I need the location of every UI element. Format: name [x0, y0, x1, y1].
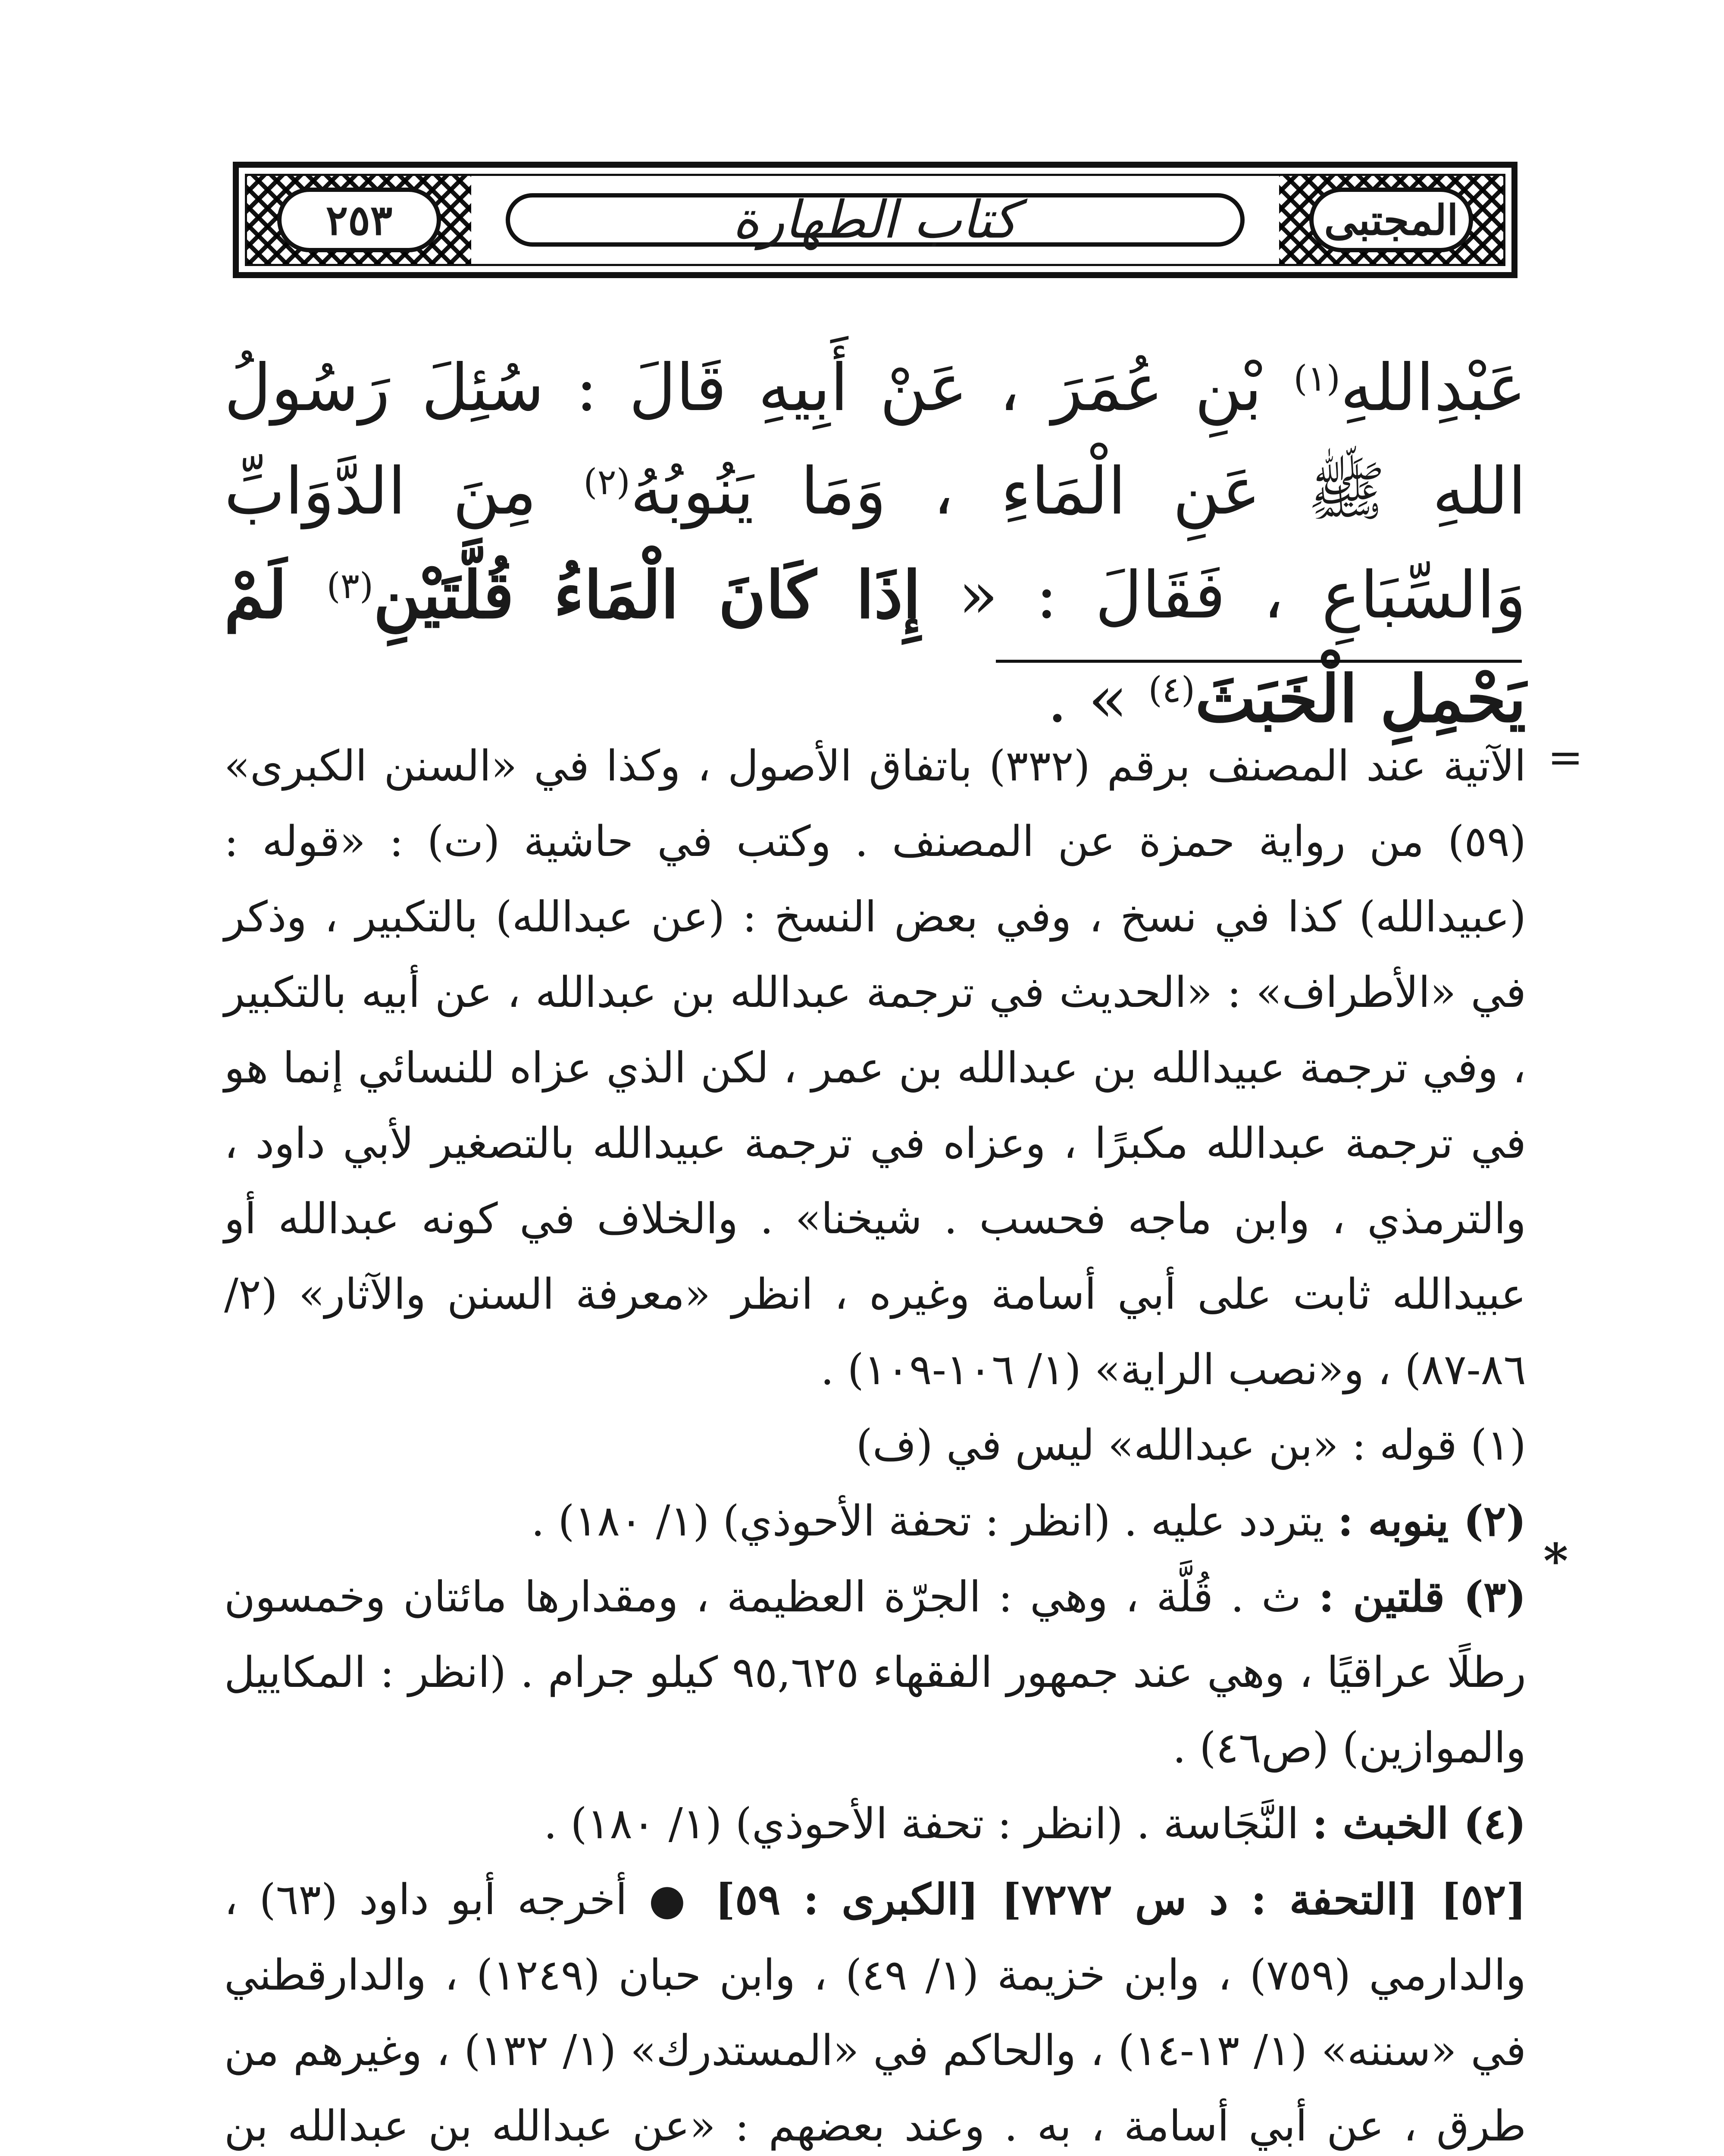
footnote-3 [224, 1559, 1526, 1786]
book-logo: المجتبى [1324, 195, 1458, 244]
hadith-paragraph [224, 336, 1526, 751]
footnote-2-label: (٢) ينوبه : [1337, 1496, 1526, 1546]
footnote-ref-2: (٢) [583, 461, 630, 503]
takhrij-paragraph [224, 1862, 1526, 2156]
book-logo-cartouche [1309, 188, 1473, 252]
chapter-title: كتاب الطهارة [732, 190, 1018, 250]
main-text [224, 336, 1526, 751]
header-frame [245, 174, 1505, 266]
chapter-banner [506, 190, 1245, 250]
footnote-2 [224, 1483, 1526, 1559]
footnotes [224, 729, 1526, 2156]
question-text: مِنَ الدَّوَابِّ وَالسِّبَاعِ ، فَقَالَ : « [224, 454, 1526, 633]
footnote-3-text: ث . قُلَّة ، وهي : الجرّة العظيمة ، ومقدارها مائتان وخمسون رطلًا عراقيًا ، وهي عند جمهور الفقهاء ٩٥,٦٢٥ كيلو جرام . (انظر : المكاييل والموازين) (ص٤٦) . [224, 1573, 1526, 1773]
takhrij-label: [٥٢] [التحفة : د س ٧٢٧٢] [الكبرى : ٥٩] [715, 1875, 1527, 1924]
footnote-3-label: (٣) قلتين : [1318, 1572, 1526, 1622]
continuation-marker: = [1548, 733, 1583, 782]
footnote-4-text: النَّجَاسة . (انظر : تحفة الأحوذي) (١/ ١٨٠) . [544, 1799, 1313, 1849]
hadith-matn-1: إِذَا كَانَ الْمَاءُ قُلَّتَيْنِ [373, 557, 921, 633]
takhrij-star: * [1543, 1533, 1568, 1589]
narrator-name: عَبْدِاللهِ [1340, 351, 1526, 426]
hadith-matn-2: لَمْ يَحْمِلِ الْخَبَثَ [224, 557, 1526, 737]
footnote-continued: الآتية عند المصنف برقم (٣٣٢) باتفاق الأصول ، وكذا في «السنن الكبرى» (٥٩) من رواية حمزة عن المصنف . وكتب في حاشية (ت) : «قوله : (عبيدالله) كذا في نسخ ، وفي بعض النسخ : (عن عبدالله) بالتكبير ، وذكر في «الأطراف» : «الحديث في ترجمة عبدالله بن عبدالله ، عن أبيه بالتكبير ، وفي ترجمة عبيدالله بن عبدالله بن عمر ، لكن الذي عزاه للنسائي إنما هو في ترجمة عبدالله مكبرًا ، وعزاه في ترجمة عبيدالله بالتصغير لأبي داود ، والترمذي ، وابن ماجه فحسب . شيخنا» . والخلاف في كونه عبدالله أو عبيدالله ثابت على أبي أسامة وغيره ، انظر «معرفة السنن والآثار» (٢/ ٨٦-٨٧) ، و«نصب الراية» (١/ ١٠٦-١٠٩) . [224, 742, 1527, 1395]
footnote-separator [996, 660, 1522, 663]
header-ornament-right [1279, 176, 1503, 264]
footnote-2-text: يتردد عليه . (انظر : تحفة الأحوذي) (١/ ١٨٠) . [531, 1497, 1338, 1546]
isnad-text: بْنِ عُمَرَ ، عَنْ أَبِيهِ قَالَ : سُئِلَ رَسُولُ اللهِ ﷺ عَنِ الْمَاءِ ، وَمَا يَنُوبُهُ [224, 351, 1526, 529]
footnote-ref-3: (٣) [326, 565, 374, 607]
footnote-ref-1: (١) [1293, 357, 1341, 399]
footnote-1: (١) قوله : «بن عبدالله» ليس في (ف) [856, 1421, 1526, 1470]
footnote-ref-4: (٤) [1148, 669, 1195, 711]
page-number: ٢٥٣ [325, 195, 393, 244]
page-number-cartouche [277, 188, 441, 252]
footnote-4-label: (٤) الخبث : [1312, 1799, 1526, 1849]
takhrij-text: ● أخرجه أبو داود (٦٣) ، والدارمي (٧٥٩) ، وابن خزيمة (١/ ٤٩) ، وابن حبان (١٢٤٩) ، والدارقطني في «سننه» (١/ ١٣-١٤) ، والحاكم في «المستدرك» (١/ ١٣٢) ، وغيرهم من طرق ، عن أبي أسامة ، به . وعند بعضهم : «عن عبدالله بن عبدالله بن [224, 1875, 1527, 2151]
footnote-4 [224, 1786, 1526, 1862]
running-header [233, 162, 1517, 278]
header-ornament-left [247, 176, 471, 264]
closing-quote: » . [1047, 662, 1148, 737]
